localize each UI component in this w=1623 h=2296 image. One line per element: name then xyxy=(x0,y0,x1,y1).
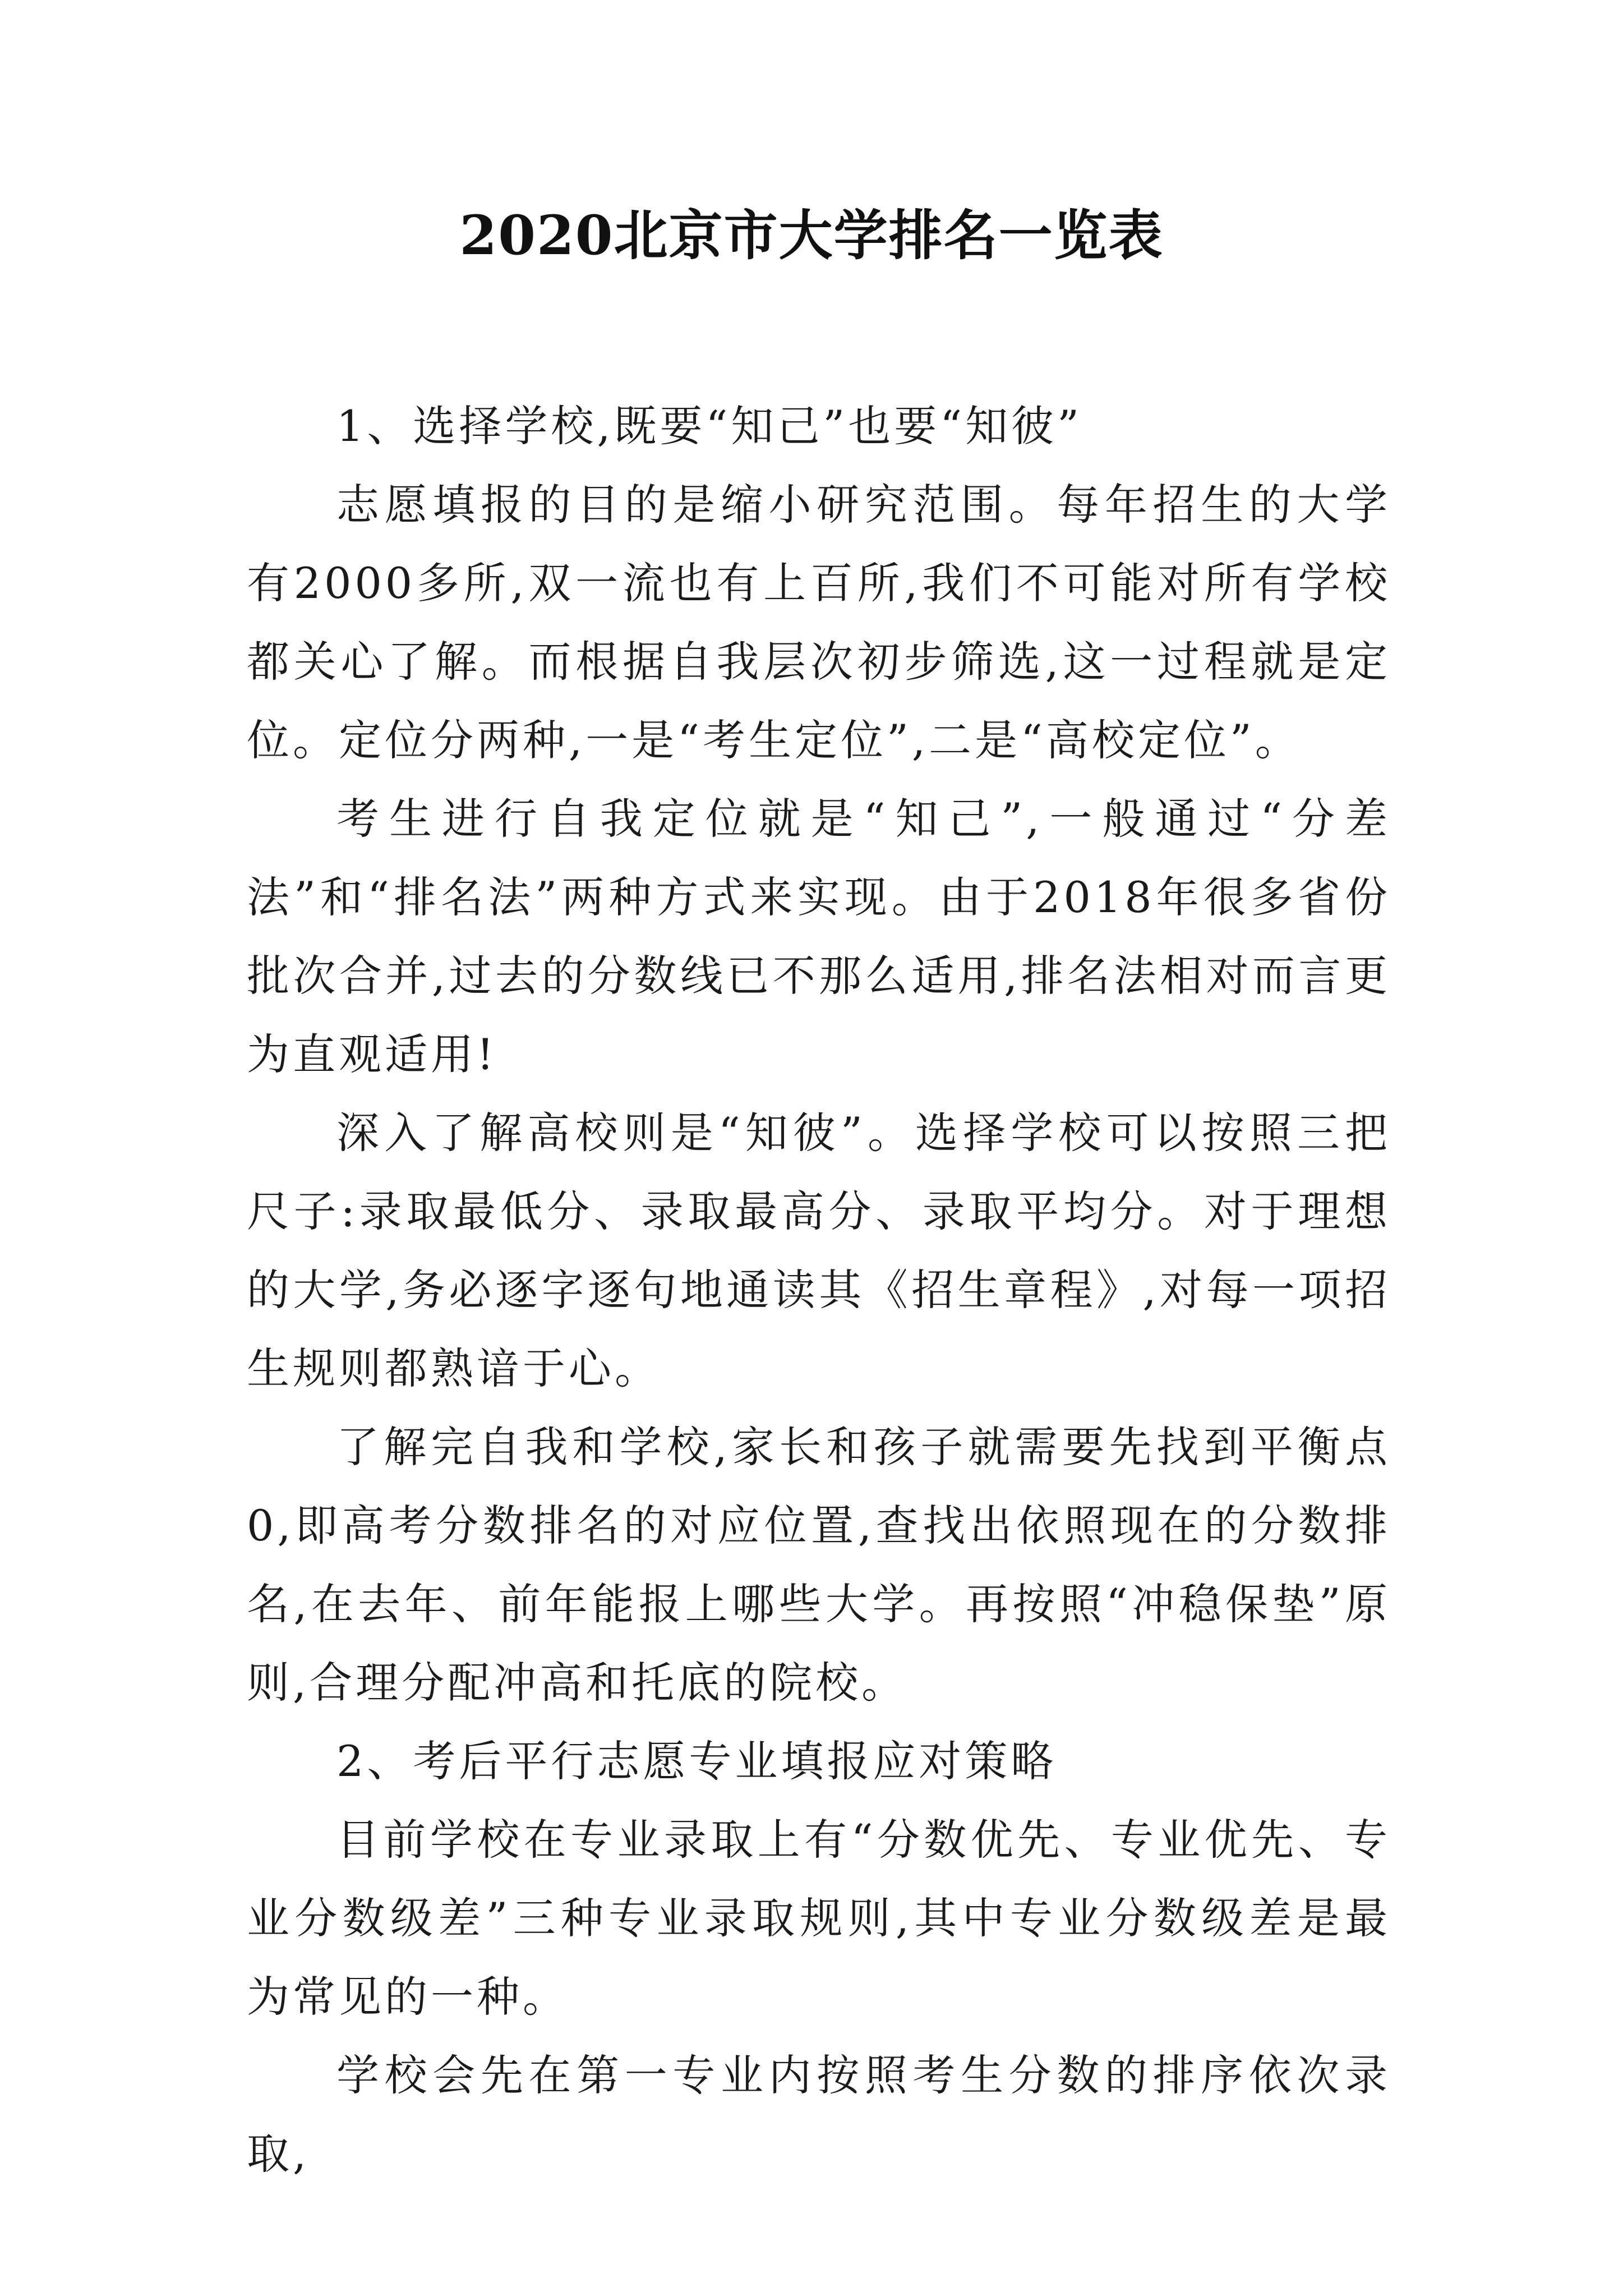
paragraph: 学校会先在第一专业内按照考生分数的排序依次录取, xyxy=(247,2050,1391,2179)
paragraph: 考生进行自我定位就是“知己”,一般通过“分差法”和“排名法”两种方式来实现。由于2018年很多省份批次合并,过去的分数线已不那么适用,排名法相对而言更为直观适用! xyxy=(247,794,1391,1079)
section-heading-1: 1、选择学校,既要“知己”也要“知彼” xyxy=(336,401,1082,451)
document-title: 2020北京市大学排名一览表 xyxy=(459,204,1164,267)
paragraph: 了解完自我和学校,家长和孩子就需要先找到平衡点0,即高考分数排名的对应位置,查找出依照现在的分数排名,在去年、前年能报上哪些大学。再按照“冲稳保垫”原则,合理分配冲高和托底的院校。 xyxy=(247,1422,1391,1708)
paragraph: 深入了解高校则是“知彼”。选择学校可以按照三把尺子:录取最低分、录取最高分、录取平均分。对于理想的大学,务必逐字逐句地通读其《招生章程》,对每一项招生规则都熟谙于心。 xyxy=(247,1108,1391,1393)
paragraph: 志愿填报的目的是缩小研究范围。每年招生的大学有2000多所,双一流也有上百所,我们不可能对所有学校都关心了解。而根据自我层次初步筛选,这一过程就是定位。定位分两种,一是“考生定位”,二是“高校定位”。 xyxy=(247,480,1391,765)
paragraph: 目前学校在专业录取上有“分数优先、专业优先、专业分数级差”三种专业录取规则,其中专业分数级差是最为常见的一种。 xyxy=(247,1815,1391,2022)
section-heading-2: 2、考后平行志愿专业填报应对策略 xyxy=(336,1736,1057,1786)
document-body xyxy=(247,387,1391,2193)
